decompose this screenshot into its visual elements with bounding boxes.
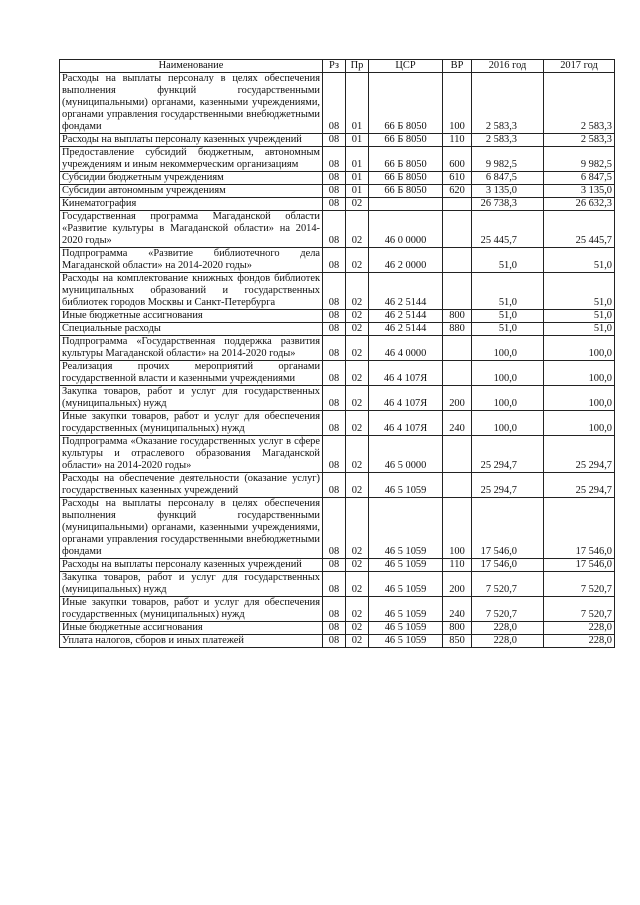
cell-csr: 46 2 5144 — [369, 310, 443, 323]
cell-2017: 25 445,7 — [544, 211, 615, 248]
cell-pr: 02 — [346, 386, 369, 411]
cell-vr: 800 — [443, 622, 472, 635]
cell-pr: 01 — [346, 172, 369, 185]
table-row — [60, 559, 615, 572]
cell-2017: 25 294,7 — [544, 436, 615, 473]
cell-pr: 02 — [346, 273, 369, 310]
table-row — [60, 172, 615, 185]
cell-vr — [443, 211, 472, 248]
cell-vr — [443, 436, 472, 473]
table-row — [60, 622, 615, 635]
cell-name: Расходы на обеспечение деятельности (оказание услуг) государственных казенных учреждений — [60, 473, 323, 498]
cell-rz: 08 — [323, 386, 346, 411]
table-body — [60, 73, 615, 648]
table-row — [60, 323, 615, 336]
cell-2016: 25 294,7 — [472, 473, 544, 498]
cell-rz: 08 — [323, 73, 346, 134]
table-row — [60, 248, 615, 273]
cell-vr: 240 — [443, 411, 472, 436]
header-name: Наименование — [60, 60, 323, 73]
cell-pr: 02 — [346, 498, 369, 559]
cell-2016: 3 135,0 — [472, 185, 544, 198]
cell-pr: 02 — [346, 248, 369, 273]
cell-2016: 51,0 — [472, 310, 544, 323]
cell-vr: 620 — [443, 185, 472, 198]
cell-pr: 02 — [346, 572, 369, 597]
cell-2016: 25 294,7 — [472, 436, 544, 473]
cell-2017: 100,0 — [544, 361, 615, 386]
cell-vr: 200 — [443, 572, 472, 597]
cell-vr: 880 — [443, 323, 472, 336]
cell-2016: 17 546,0 — [472, 559, 544, 572]
cell-name: Кинематография — [60, 198, 323, 211]
cell-rz: 08 — [323, 310, 346, 323]
cell-2017: 100,0 — [544, 411, 615, 436]
cell-vr: 100 — [443, 73, 472, 134]
cell-rz: 08 — [323, 323, 346, 336]
table-row — [60, 147, 615, 172]
cell-rz: 08 — [323, 198, 346, 211]
cell-csr: 66 Б 8050 — [369, 172, 443, 185]
cell-rz: 08 — [323, 211, 346, 248]
cell-name: Иные бюджетные ассигнования — [60, 310, 323, 323]
cell-csr: 46 4 107Я — [369, 386, 443, 411]
cell-rz: 08 — [323, 473, 346, 498]
table-row — [60, 310, 615, 323]
cell-pr: 01 — [346, 73, 369, 134]
cell-vr — [443, 361, 472, 386]
cell-pr: 02 — [346, 198, 369, 211]
table-row — [60, 336, 615, 361]
table-row — [60, 386, 615, 411]
header-2017: 2017 год — [544, 60, 615, 73]
cell-2017: 6 847,5 — [544, 172, 615, 185]
cell-2016: 6 847,5 — [472, 172, 544, 185]
cell-name: Реализация прочих мероприятий органами государственной власти и казенными учреждениями — [60, 361, 323, 386]
cell-2017: 100,0 — [544, 386, 615, 411]
cell-pr: 02 — [346, 473, 369, 498]
cell-vr: 600 — [443, 147, 472, 172]
cell-rz: 08 — [323, 635, 346, 648]
cell-2016: 51,0 — [472, 323, 544, 336]
cell-2017: 228,0 — [544, 622, 615, 635]
cell-2016: 51,0 — [472, 248, 544, 273]
cell-pr: 02 — [346, 361, 369, 386]
cell-2017: 2 583,3 — [544, 73, 615, 134]
cell-vr: 800 — [443, 310, 472, 323]
cell-rz: 08 — [323, 572, 346, 597]
cell-rz: 08 — [323, 411, 346, 436]
table-row — [60, 185, 615, 198]
table-row — [60, 273, 615, 310]
cell-2017: 51,0 — [544, 323, 615, 336]
table-row — [60, 473, 615, 498]
cell-2017: 51,0 — [544, 273, 615, 310]
cell-name: Государственная программа Магаданской области «Развитие культуры в Магаданской области» на 2014-2020 годы» — [60, 211, 323, 248]
cell-2016: 100,0 — [472, 386, 544, 411]
cell-2017: 3 135,0 — [544, 185, 615, 198]
cell-2016: 51,0 — [472, 273, 544, 310]
table-header-row — [60, 60, 615, 73]
header-2016: 2016 год — [472, 60, 544, 73]
table-row — [60, 635, 615, 648]
cell-vr — [443, 248, 472, 273]
cell-csr: 46 5 1059 — [369, 473, 443, 498]
cell-rz: 08 — [323, 361, 346, 386]
cell-csr: 46 4 107Я — [369, 361, 443, 386]
cell-pr: 01 — [346, 134, 369, 147]
cell-csr: 46 5 1059 — [369, 498, 443, 559]
cell-csr: 46 0 0000 — [369, 211, 443, 248]
header-vr: ВР — [443, 60, 472, 73]
cell-csr: 46 2 5144 — [369, 273, 443, 310]
cell-csr: 46 2 0000 — [369, 248, 443, 273]
cell-2017: 228,0 — [544, 635, 615, 648]
cell-2016: 25 445,7 — [472, 211, 544, 248]
cell-name: Расходы на выплаты персоналу казенных учреждений — [60, 134, 323, 147]
cell-name: Закупка товаров, работ и услуг для государственных (муниципальных) нужд — [60, 386, 323, 411]
cell-2016: 228,0 — [472, 635, 544, 648]
header-pr: Пр — [346, 60, 369, 73]
cell-vr — [443, 273, 472, 310]
cell-vr — [443, 473, 472, 498]
cell-2017: 7 520,7 — [544, 597, 615, 622]
cell-rz: 08 — [323, 134, 346, 147]
cell-2016: 17 546,0 — [472, 498, 544, 559]
cell-pr: 02 — [346, 559, 369, 572]
cell-name: Расходы на выплаты персоналу казенных учреждений — [60, 559, 323, 572]
cell-rz: 08 — [323, 248, 346, 273]
cell-2017: 7 520,7 — [544, 572, 615, 597]
cell-name: Специальные расходы — [60, 323, 323, 336]
cell-csr: 46 2 5144 — [369, 323, 443, 336]
cell-name: Иные закупки товаров, работ и услуг для обеспечения государственных (муниципальных) нужд — [60, 597, 323, 622]
cell-pr: 01 — [346, 185, 369, 198]
header-rz: Рз — [323, 60, 346, 73]
cell-name: Иные закупки товаров, работ и услуг для обеспечения государственных (муниципальных) нужд — [60, 411, 323, 436]
cell-name: Субсидии бюджетным учреждениям — [60, 172, 323, 185]
cell-pr: 02 — [346, 336, 369, 361]
cell-csr: 46 5 1059 — [369, 622, 443, 635]
cell-name: Закупка товаров, работ и услуг для государственных (муниципальных) нужд — [60, 572, 323, 597]
cell-2017: 9 982,5 — [544, 147, 615, 172]
table-row — [60, 211, 615, 248]
cell-2016: 9 982,5 — [472, 147, 544, 172]
table-row — [60, 597, 615, 622]
cell-csr: 46 4 107Я — [369, 411, 443, 436]
cell-name: Иные бюджетные ассигнования — [60, 622, 323, 635]
cell-csr: 46 5 0000 — [369, 436, 443, 473]
cell-rz: 08 — [323, 172, 346, 185]
cell-rz: 08 — [323, 147, 346, 172]
cell-csr: 46 5 1059 — [369, 597, 443, 622]
cell-rz: 08 — [323, 273, 346, 310]
table-row — [60, 73, 615, 134]
header-csr: ЦСР — [369, 60, 443, 73]
cell-vr: 100 — [443, 498, 472, 559]
cell-2016: 7 520,7 — [472, 597, 544, 622]
cell-rz: 08 — [323, 336, 346, 361]
cell-2017: 17 546,0 — [544, 559, 615, 572]
table-row — [60, 498, 615, 559]
cell-2017: 2 583,3 — [544, 134, 615, 147]
cell-2016: 26 738,3 — [472, 198, 544, 211]
cell-pr: 01 — [346, 147, 369, 172]
cell-2017: 51,0 — [544, 248, 615, 273]
cell-2016: 2 583,3 — [472, 73, 544, 134]
cell-2017: 26 632,3 — [544, 198, 615, 211]
cell-name: Субсидии автономным учреждениям — [60, 185, 323, 198]
budget-table — [59, 59, 615, 648]
table-row — [60, 134, 615, 147]
cell-pr: 02 — [346, 622, 369, 635]
cell-name: Расходы на выплаты персоналу в целях обеспечения выполнения функций государственными (муниципальными) органами, казенными учреждениями, органами управления государственными внебюджетными фондами — [60, 73, 323, 134]
cell-vr — [443, 198, 472, 211]
cell-csr: 66 Б 8050 — [369, 147, 443, 172]
cell-vr: 200 — [443, 386, 472, 411]
cell-name: Уплата налогов, сборов и иных платежей — [60, 635, 323, 648]
cell-csr: 66 Б 8050 — [369, 185, 443, 198]
cell-pr: 02 — [346, 597, 369, 622]
cell-2016: 228,0 — [472, 622, 544, 635]
cell-name: Подпрограмма «Развитие библиотечного дела Магаданской области» на 2014-2020 годы» — [60, 248, 323, 273]
cell-pr: 02 — [346, 323, 369, 336]
cell-2017: 17 546,0 — [544, 498, 615, 559]
table-row — [60, 572, 615, 597]
cell-2017: 51,0 — [544, 310, 615, 323]
cell-vr: 110 — [443, 559, 472, 572]
cell-name: Расходы на выплаты персоналу в целях обеспечения выполнения функций государственными (муниципальными) органами, казенными учреждениями, органами управления государственными внебюджетными фондами — [60, 498, 323, 559]
document-page — [59, 59, 614, 648]
cell-vr — [443, 336, 472, 361]
cell-2016: 100,0 — [472, 411, 544, 436]
cell-name: Расходы на комплектование книжных фондов библиотек муниципальных образований и государственных библиотек городов Москвы и Санкт-Петербурга — [60, 273, 323, 310]
cell-2017: 100,0 — [544, 336, 615, 361]
cell-csr — [369, 198, 443, 211]
cell-pr: 02 — [346, 436, 369, 473]
cell-pr: 02 — [346, 310, 369, 323]
cell-csr: 46 5 1059 — [369, 572, 443, 597]
cell-name: Предоставление субсидий бюджетным, автономным учреждениям и иным некоммерческим организациям — [60, 147, 323, 172]
table-row — [60, 436, 615, 473]
cell-rz: 08 — [323, 622, 346, 635]
cell-rz: 08 — [323, 498, 346, 559]
cell-pr: 02 — [346, 411, 369, 436]
cell-csr: 66 Б 8050 — [369, 73, 443, 134]
cell-2017: 25 294,7 — [544, 473, 615, 498]
cell-vr: 610 — [443, 172, 472, 185]
table-row — [60, 361, 615, 386]
cell-2016: 7 520,7 — [472, 572, 544, 597]
cell-csr: 46 5 1059 — [369, 559, 443, 572]
cell-vr: 850 — [443, 635, 472, 648]
cell-rz: 08 — [323, 559, 346, 572]
cell-vr: 240 — [443, 597, 472, 622]
table-row — [60, 198, 615, 211]
cell-2016: 100,0 — [472, 336, 544, 361]
cell-name: Подпрограмма «Государственная поддержка развития культуры Магаданской области» на 2014-2020 годы» — [60, 336, 323, 361]
cell-vr: 110 — [443, 134, 472, 147]
cell-rz: 08 — [323, 436, 346, 473]
table-row — [60, 411, 615, 436]
cell-pr: 02 — [346, 211, 369, 248]
cell-csr: 46 4 0000 — [369, 336, 443, 361]
cell-csr: 66 Б 8050 — [369, 134, 443, 147]
cell-2016: 100,0 — [472, 361, 544, 386]
cell-rz: 08 — [323, 185, 346, 198]
cell-2016: 2 583,3 — [472, 134, 544, 147]
cell-rz: 08 — [323, 597, 346, 622]
cell-pr: 02 — [346, 635, 369, 648]
cell-name: Подпрограмма «Оказание государственных услуг в сфере культуры и отраслевого образования Магаданской области» на 2014-2020 годы» — [60, 436, 323, 473]
cell-csr: 46 5 1059 — [369, 635, 443, 648]
